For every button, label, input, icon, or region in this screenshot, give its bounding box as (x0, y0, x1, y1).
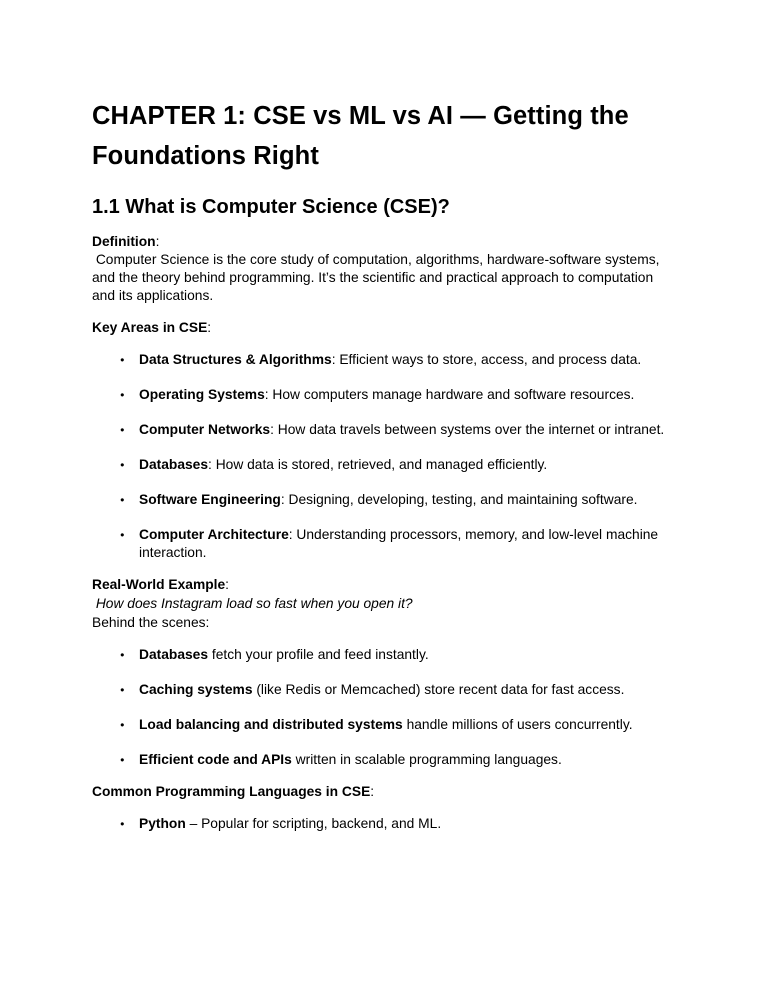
list-item-desc: : Designing, developing, testing, and maintaining software. (280, 492, 638, 507)
list-item (92, 646, 676, 664)
real-world-intro: Behind the scenes: (92, 615, 210, 630)
definition-paragraph (92, 233, 676, 305)
list-item (92, 351, 676, 369)
list-item-desc: : How computers manage hardware and software resources. (264, 387, 635, 402)
list-item-desc: handle millions of users concurrently. (402, 717, 633, 732)
languages-label: Common Programming Languages in CSE (92, 784, 371, 799)
list-item-term: Databases (139, 457, 209, 472)
list-item-term: Caching systems (139, 682, 253, 697)
list-item (92, 386, 676, 404)
definition-colon: : (155, 234, 160, 249)
list-item-term: Efficient code and APIs (139, 752, 292, 767)
list-item-term: Load balancing and distributed systems (139, 717, 403, 732)
list-item-term: Operating Systems (139, 387, 265, 402)
real-world-paragraph (92, 575, 676, 632)
section-heading: 1.1 What is Computer Science (CSE)? (92, 196, 450, 218)
list-item-term: Python (139, 816, 186, 831)
key-areas-colon: : (207, 320, 212, 335)
list-item-term: Computer Networks (139, 422, 271, 437)
list-item-desc: fetch your profile and feed instantly. (208, 647, 429, 662)
list-item-desc: : How data travels between systems over the internet or intranet. (270, 422, 665, 437)
definition-body: Computer Science is the core study of computation, algorithms, hardware-software systems, and the theory behind programming. It’s the scientific and practical approach to computation and its applications. (92, 252, 664, 303)
list-item-desc: – Popular for scripting, backend, and ML. (185, 816, 442, 831)
list-item-desc: : Efficient ways to store, access, and process data. (331, 352, 642, 367)
list-item (92, 751, 676, 769)
list-item-term: Data Structures & Algorithms (139, 352, 332, 367)
languages-colon: : (370, 784, 375, 799)
list-item-term: Computer Architecture (139, 527, 289, 542)
key-areas-heading (92, 319, 676, 337)
definition-label: Definition (92, 234, 156, 249)
list-item (92, 421, 676, 439)
list-item (92, 716, 676, 734)
list-item (92, 456, 676, 474)
languages-heading (92, 783, 676, 801)
real-world-list (92, 646, 676, 769)
real-world-question: How does Instagram load so fast when you open it? (92, 596, 413, 611)
real-world-colon: : (225, 577, 229, 592)
list-item-desc: (like Redis or Memcached) store recent data for fast access. (252, 682, 625, 697)
list-item (92, 681, 676, 699)
key-areas-label: Key Areas in CSE (92, 320, 208, 335)
key-areas-list (92, 351, 676, 562)
list-item-term: Databases (139, 647, 209, 662)
list-item (92, 491, 676, 509)
list-item-desc: : How data is stored, retrieved, and managed efficiently. (208, 457, 548, 472)
real-world-label: Real-World Example (92, 577, 226, 592)
list-item (92, 815, 676, 833)
list-item-desc: : Understanding processors, memory, and low-level machine interaction. (139, 527, 659, 560)
chapter-title: CHAPTER 1: CSE vs ML vs AI — Getting the Foundations Right (92, 102, 629, 170)
list-item-term: Software Engineering (139, 492, 281, 507)
list-item (92, 526, 676, 562)
languages-list (92, 815, 676, 833)
list-item-desc: written in scalable programming languages. (291, 752, 562, 767)
